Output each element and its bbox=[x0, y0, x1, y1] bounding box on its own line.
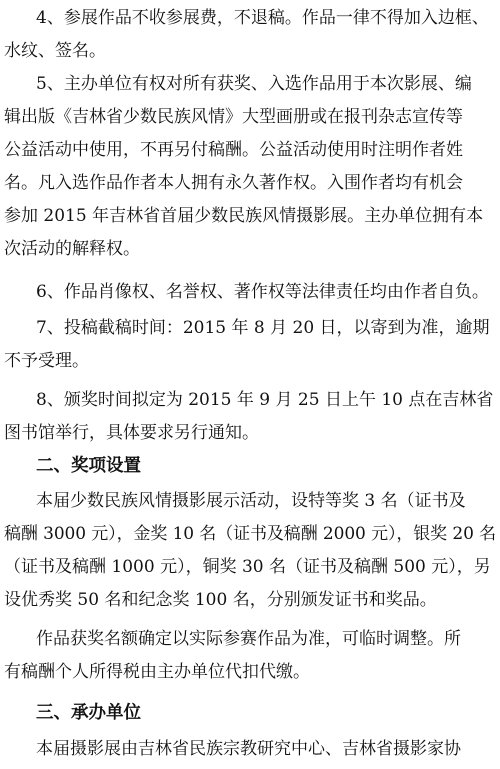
rule-7-line-2: 不予受理。 bbox=[4, 351, 89, 371]
organizer-line-1: 本届摄影展由吉林省民族宗教研究中心、吉林省摄影家协 bbox=[36, 739, 461, 759]
awards-line-3: （证书及稿酬 1000 元），铜奖 30 名（证书及稿酬 500 元），另 bbox=[4, 557, 491, 577]
awards-line-1: 本届少数民族风情摄影展示活动，设特等奖 3 名（证书及 bbox=[36, 491, 466, 511]
rule-4-line-2: 水纹、签名。 bbox=[4, 41, 106, 61]
rule-6-line-1: 6、作品肖像权、名誉权、著作权等法律责任均由作者自负。 bbox=[36, 282, 489, 302]
rule-5-line-4: 名。凡入选作品作者本人拥有永久著作权。入围作者均有机会 bbox=[4, 173, 463, 193]
rule-7-line-1: 7、投稿截稿时间：2015 年 8 月 20 日，以寄到为准，逾期 bbox=[36, 318, 490, 338]
awards-line-2: 稿酬 3000 元），金奖 10 名（证书及稿酬 2000 元），银奖 20 名 bbox=[4, 524, 497, 544]
awards-note-line-2: 有稿酬个人所得税由主办单位代扣代缴。 bbox=[4, 662, 310, 682]
section-heading-organizer: 三、承办单位 bbox=[36, 703, 141, 723]
rule-5-line-5: 参加 2015 年吉林省首届少数民族风情摄影展。主办单位拥有本 bbox=[4, 206, 484, 226]
rule-8-line-2: 图书馆举行，具体要求另行通知。 bbox=[4, 423, 259, 443]
awards-note-line-1: 作品获奖名额确定以实际参赛作品为准，可临时调整。所 bbox=[36, 629, 461, 649]
rule-5-line-3: 公益活动中使用，不再另付稿酬。公益活动使用时注明作者姓 bbox=[4, 140, 463, 160]
rule-5-line-6: 次活动的解释权。 bbox=[4, 239, 140, 259]
rule-5-line-1: 5、主办单位有权对所有获奖、入选作品用于本次影展、编 bbox=[36, 74, 472, 94]
section-heading-awards: 二、奖项设置 bbox=[36, 456, 141, 476]
rule-5-line-2: 辑出版《吉林省少数民族风情》大型画册或在报刊杂志宣传等 bbox=[4, 107, 463, 127]
rule-4-line-1: 4、参展作品不收参展费，不退稿。作品一律不得加入边框、 bbox=[36, 8, 489, 28]
rule-8-line-1: 8、颁奖时间拟定为 2015 年 9 月 25 日上午 10 点在吉林省 bbox=[36, 390, 494, 410]
awards-line-4: 设优秀奖 50 名和纪念奖 100 名，分别颁发证书和奖品。 bbox=[4, 590, 437, 610]
